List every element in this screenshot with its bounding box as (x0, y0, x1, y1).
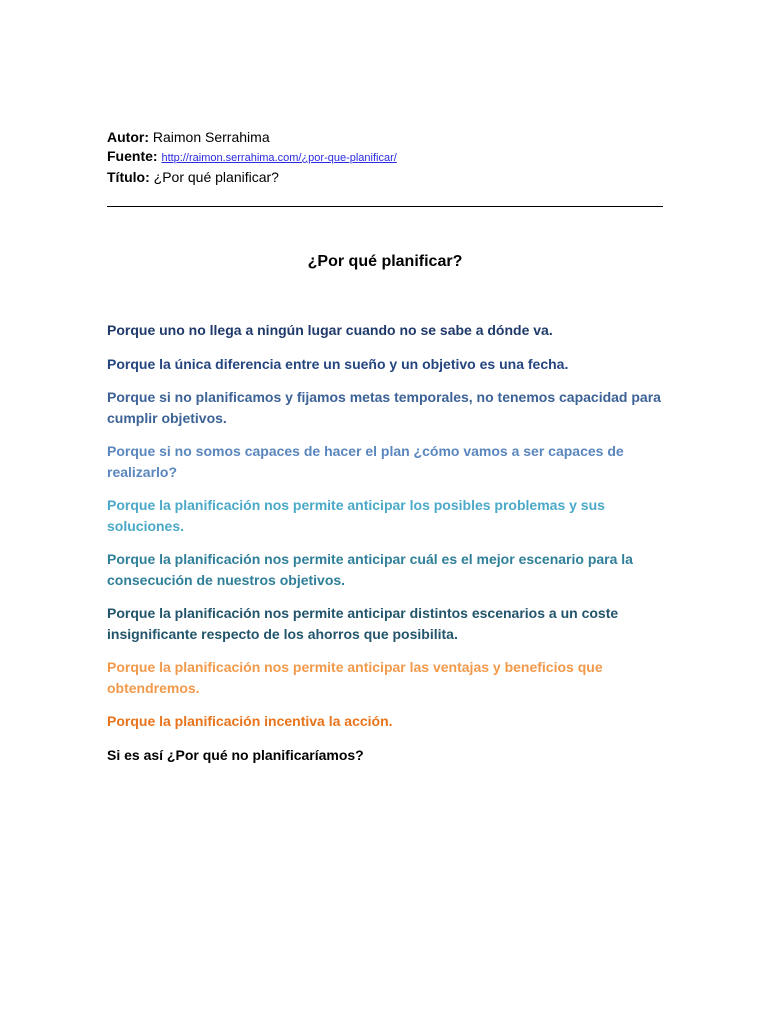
author-line (107, 128, 663, 147)
title-line (107, 168, 663, 187)
author-value: Raimon Serrahima (152, 129, 270, 145)
source-link[interactable]: http://raimon.serrahima.com/¿por-que-planificar/ (161, 152, 397, 164)
paragraph: Porque la planificación incentiva la acción. (107, 713, 393, 729)
source-line (107, 147, 663, 168)
title-label: Título: (107, 169, 150, 185)
document-metadata (107, 128, 663, 187)
document-title: ¿Por qué planificar? (307, 253, 463, 270)
closing-question: Si es así ¿Por qué no planificaríamos? (107, 746, 364, 763)
paragraph: Porque la planificación nos permite anticipar las ventajas y beneficios que obtendremos. (107, 659, 603, 696)
paragraph: Porque si no somos capaces de hacer el plan ¿cómo vamos a ser capaces de realizarlo? (107, 443, 624, 480)
paragraph: Porque la planificación nos permite anticipar los posibles problemas y sus soluciones. (107, 497, 605, 534)
paragraph-list (107, 320, 663, 778)
paragraph: Porque uno no llega a ningún lugar cuando no se sabe a dónde va. (107, 322, 553, 338)
paragraph: Porque la planificación nos permite anticipar cuál es el mejor escenario para la consecución de nuestros objetivos. (107, 551, 633, 588)
horizontal-divider (107, 206, 663, 207)
paragraph: Porque si no planificamos y fijamos metas temporales, no tenemos capacidad para cumplir objetivos. (107, 389, 661, 426)
author-label: Autor: (107, 129, 149, 145)
paragraph: Porque la planificación nos permite anticipar distintos escenarios a un coste insignificante respecto de los ahorros que posibilita. (107, 605, 619, 642)
source-label: Fuente: (107, 148, 158, 164)
title-value: ¿Por qué planificar? (153, 169, 279, 185)
paragraph: Porque la única diferencia entre un sueño y un objetivo es una fecha. (107, 355, 569, 372)
